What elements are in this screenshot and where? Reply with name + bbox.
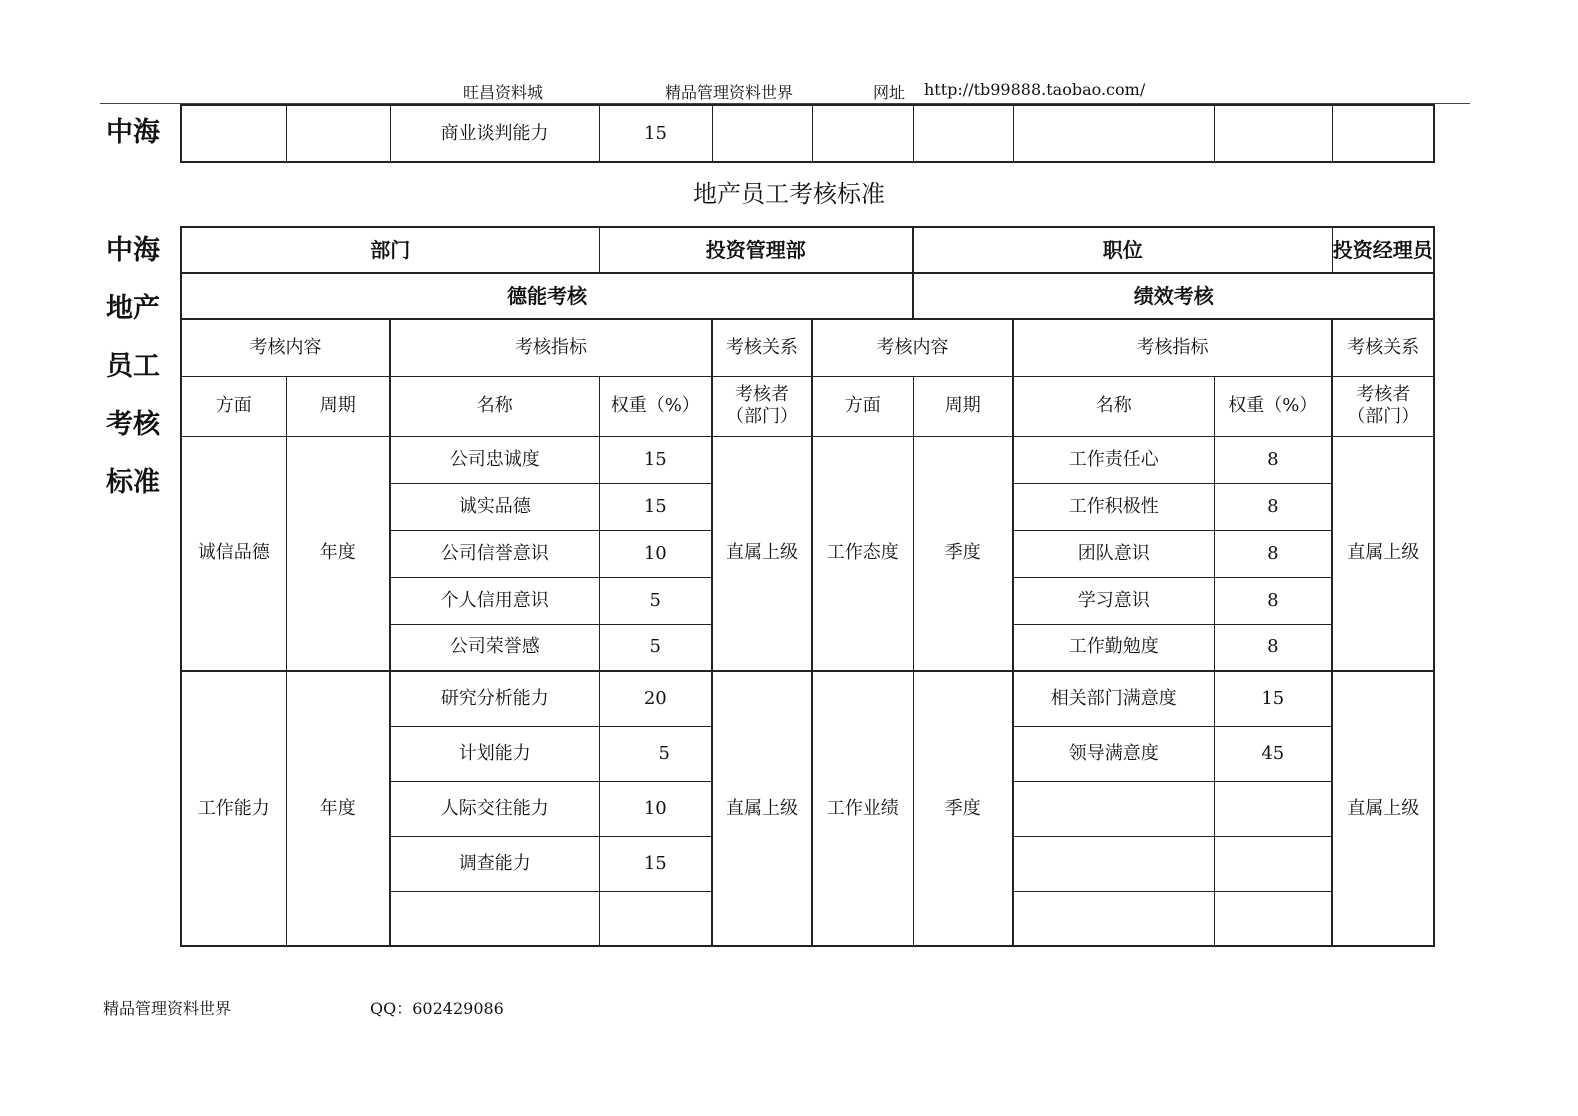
group2-relation-right: 直属上级: [1332, 671, 1434, 946]
table-item-name: 公司荣誉感: [390, 624, 599, 671]
side-label-line: 考核: [106, 409, 160, 440]
table-item-weight: [1214, 891, 1332, 946]
header-url-label: 网址: [873, 83, 906, 102]
table-item-weight: 8: [1214, 624, 1332, 671]
table-item-weight: 8: [1214, 530, 1332, 577]
table-item-name: 工作责任心: [1013, 436, 1214, 483]
header-assessor-right: [1332, 376, 1434, 436]
table-item-name: 团队意识: [1013, 530, 1214, 577]
group2-aspect-right: 工作业绩: [812, 671, 913, 946]
table-item-name: 调查能力: [390, 836, 599, 891]
table-item-weight: [599, 891, 712, 946]
header-indicator-right: 考核指标: [1013, 319, 1332, 376]
header-aspect-right: 方面: [812, 376, 913, 436]
table-item-weight: [1214, 836, 1332, 891]
footer-world-name: 精品管理资料世界: [103, 999, 232, 1018]
table-item-weight: 8: [1214, 577, 1332, 624]
table-item-name: 公司忠诚度: [390, 436, 599, 483]
fragment-cell: [181, 105, 286, 162]
page-title: 地产员工考核标准: [693, 180, 885, 208]
section-performance: 绩效考核: [913, 273, 1434, 319]
table-item-name: 领导满意度: [1013, 726, 1214, 781]
table-item-weight: 15: [599, 836, 712, 891]
table-item-weight: [1214, 781, 1332, 836]
group1-aspect-left: 诚信品德: [181, 436, 286, 671]
header-relation-left: 考核关系: [712, 319, 812, 376]
position-value: 投资经理员: [1332, 227, 1434, 273]
fragment-cell: [712, 105, 812, 162]
table-item-weight: 5: [599, 624, 712, 671]
table-item-weight: 10: [599, 781, 712, 836]
table-item-name: 诚实品德: [390, 483, 599, 530]
table-item-weight: 5: [599, 577, 712, 624]
fragment-cell: [286, 105, 390, 162]
fragment-cell: [812, 105, 913, 162]
table-item-name: 研究分析能力: [390, 671, 599, 726]
table-item-name: 个人信用意识: [390, 577, 599, 624]
group2-aspect-left: 工作能力: [181, 671, 286, 946]
group2-period-right: 季度: [913, 671, 1013, 946]
table-item-weight: 8: [1214, 436, 1332, 483]
header-name-left: 名称: [390, 376, 599, 436]
header-weight-right: 权重（%）: [1214, 376, 1332, 436]
table-item-weight: 15: [599, 436, 712, 483]
fragment-cell: [1214, 105, 1332, 162]
table-item-name: [1013, 781, 1214, 836]
position-label: 职位: [913, 227, 1332, 273]
table-item-name: 计划能力: [390, 726, 599, 781]
header-assessor-left: [712, 376, 812, 436]
table-item-weight: 45: [1214, 726, 1332, 781]
assessor-line: 考核者: [1356, 384, 1411, 405]
table-item-weight: 15: [1214, 671, 1332, 726]
table-item-name: 工作积极性: [1013, 483, 1214, 530]
header-period-right: 周期: [913, 376, 1013, 436]
table-item-weight: 8: [1214, 483, 1332, 530]
fragment-cell: [913, 105, 1013, 162]
fragment-side-label: 中海: [106, 117, 160, 148]
table-item-weight: 10: [599, 530, 712, 577]
group1-relation-right: 直属上级: [1332, 436, 1434, 671]
group1-relation-left: 直属上级: [712, 436, 812, 671]
section-ethics: 德能考核: [181, 273, 913, 319]
fragment-cell: [1332, 105, 1434, 162]
group2-relation-left: 直属上级: [712, 671, 812, 946]
header-indicator-left: 考核指标: [390, 319, 712, 376]
table-item-name: 相关部门满意度: [1013, 671, 1214, 726]
side-label-line: 地产: [106, 293, 160, 324]
table-item-name: 公司信誉意识: [390, 530, 599, 577]
header-content-right: 考核内容: [812, 319, 1013, 376]
side-label-line: 员工: [106, 351, 160, 382]
header-content-left: 考核内容: [181, 319, 390, 376]
table-item-weight: 15: [599, 483, 712, 530]
group1-aspect-right: 工作态度: [812, 436, 913, 671]
table-item-weight: 20: [599, 671, 712, 726]
assessor-line: （部门）: [726, 406, 799, 427]
header-url: http://tb99888.taobao.com/: [924, 80, 1146, 99]
dept-value: 投资管理部: [599, 227, 913, 273]
side-label-line: 中海: [106, 235, 160, 266]
group1-period-left: 年度: [286, 436, 390, 671]
header-period-left: 周期: [286, 376, 390, 436]
assessor-line: （部门）: [1347, 406, 1420, 427]
table-item-name: 学习意识: [1013, 577, 1214, 624]
table-item-name: 人际交往能力: [390, 781, 599, 836]
assessor-line: 考核者: [735, 384, 790, 405]
table-item-name: [390, 891, 599, 946]
side-label-column: [106, 222, 160, 512]
header-name-right: 名称: [1013, 376, 1214, 436]
header-aspect-left: 方面: [181, 376, 286, 436]
header-shop-name: 旺昌资料城: [463, 83, 544, 102]
dept-label: 部门: [181, 227, 599, 273]
group2-period-left: 年度: [286, 671, 390, 946]
fragment-cell: [1013, 105, 1214, 162]
fragment-item-name: 商业谈判能力: [390, 105, 599, 162]
header-relation-right: 考核关系: [1332, 319, 1434, 376]
side-label-line: 标准: [106, 467, 160, 498]
assessment-table: [180, 226, 1435, 947]
header-world-name: 精品管理资料世界: [665, 83, 794, 102]
header-weight-left: 权重（%）: [599, 376, 712, 436]
previous-table-fragment: [180, 104, 1435, 163]
table-item-name: [1013, 891, 1214, 946]
footer-qq: QQ：602429086: [370, 999, 504, 1018]
fragment-item-weight: 15: [599, 105, 712, 162]
group1-period-right: 季度: [913, 436, 1013, 671]
table-item-name: [1013, 836, 1214, 891]
table-item-weight: 5: [599, 726, 712, 781]
table-item-name: 工作勤勉度: [1013, 624, 1214, 671]
